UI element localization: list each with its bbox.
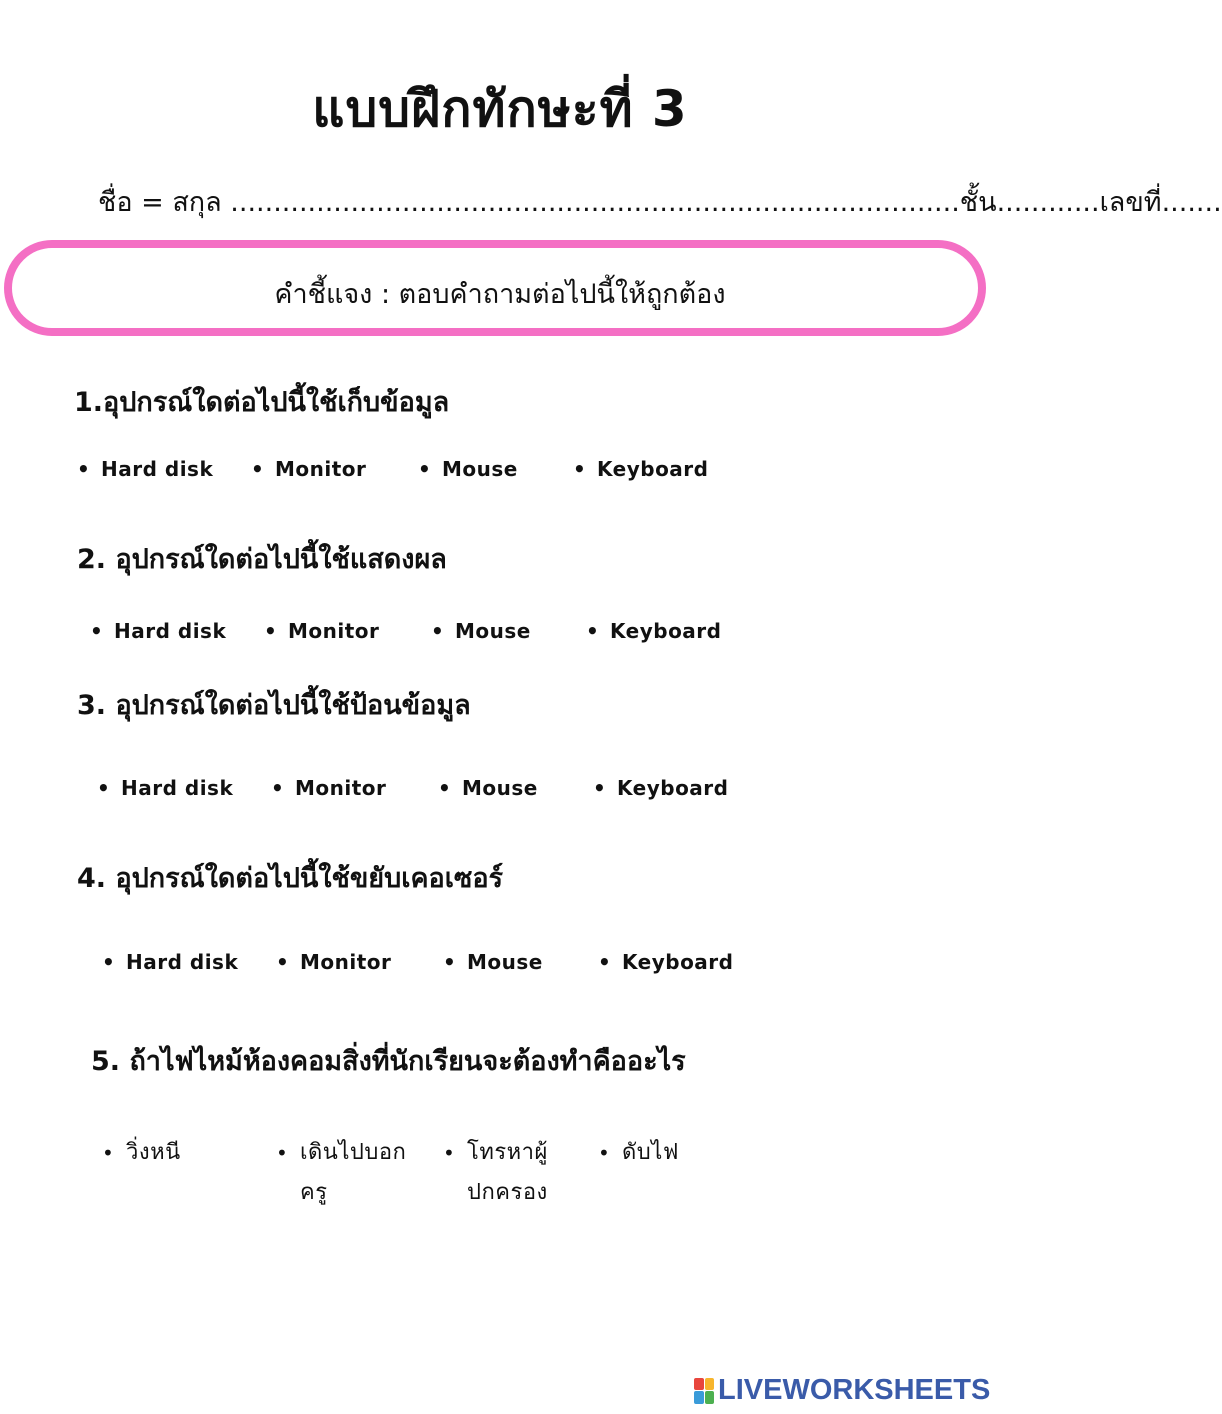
liveworksheets-logo[interactable] <box>694 1374 990 1407</box>
question-2: 2. อุปกรณ์ใดต่อไปนี้ใช้แสดงผล <box>77 544 447 575</box>
name-line: ชื่อ = สกุล .....................................................................................ชั้น............เลขที่....... <box>98 187 1222 218</box>
q4-option-monitor[interactable]: • Monitor <box>300 942 391 982</box>
q5-option-run-away[interactable]: • วิ่งหนี <box>126 1133 181 1173</box>
q1-option-mouse[interactable]: • Mouse <box>442 449 518 489</box>
q5-option-extinguish-fire[interactable]: • ดับไฟ <box>622 1133 679 1173</box>
worksheet-title: แบบฝึกทักษะที่ 3 <box>312 80 688 138</box>
q3-option-keyboard[interactable]: • Keyboard <box>617 768 728 808</box>
question-4: 4. อุปกรณ์ใดต่อไปนี้ใช้ขยับเคอเซอร์ <box>77 863 504 894</box>
q2-option-mouse[interactable]: • Mouse <box>455 611 531 651</box>
q3-option-hard-disk[interactable]: • Hard disk <box>121 768 233 808</box>
question-1: 1.อุปกรณ์ใดต่อไปนี้ใช้เก็บข้อมูล <box>74 387 450 418</box>
q1-option-monitor[interactable]: • Monitor <box>275 449 366 489</box>
question-3: 3. อุปกรณ์ใดต่อไปนี้ใช้ป้อนข้อมูล <box>77 690 471 721</box>
q4-option-mouse[interactable]: • Mouse <box>467 942 543 982</box>
q3-option-monitor[interactable]: • Monitor <box>295 768 386 808</box>
question-5: 5. ถ้าไฟไหม้ห้องคอมสิ่งที่นักเรียนจะต้องทำคืออะไร <box>91 1046 686 1077</box>
q1-option-keyboard[interactable]: • Keyboard <box>597 449 708 489</box>
q1-option-hard-disk[interactable]: • Hard disk <box>101 449 213 489</box>
q4-option-keyboard[interactable]: • Keyboard <box>622 942 733 982</box>
liveworksheets-logo-text: LIVEWORKSHEETS <box>718 1374 991 1406</box>
instructions-text: คำชี้แจง : ตอบคำถามต่อไปนี้ให้ถูกต้อง <box>274 279 726 310</box>
q4-option-hard-disk[interactable]: • Hard disk <box>126 942 238 982</box>
q5-option-tell-teacher[interactable]: • เดินไปบอกครู <box>300 1133 430 1213</box>
q2-option-hard-disk[interactable]: • Hard disk <box>114 611 226 651</box>
liveworksheets-logo-icon <box>694 1378 714 1404</box>
q2-option-monitor[interactable]: • Monitor <box>288 611 379 651</box>
q2-option-keyboard[interactable]: • Keyboard <box>610 611 721 651</box>
q3-option-mouse[interactable]: • Mouse <box>462 768 538 808</box>
q5-option-call-parents[interactable]: • โทรหาผู้ปกครอง <box>467 1133 597 1213</box>
